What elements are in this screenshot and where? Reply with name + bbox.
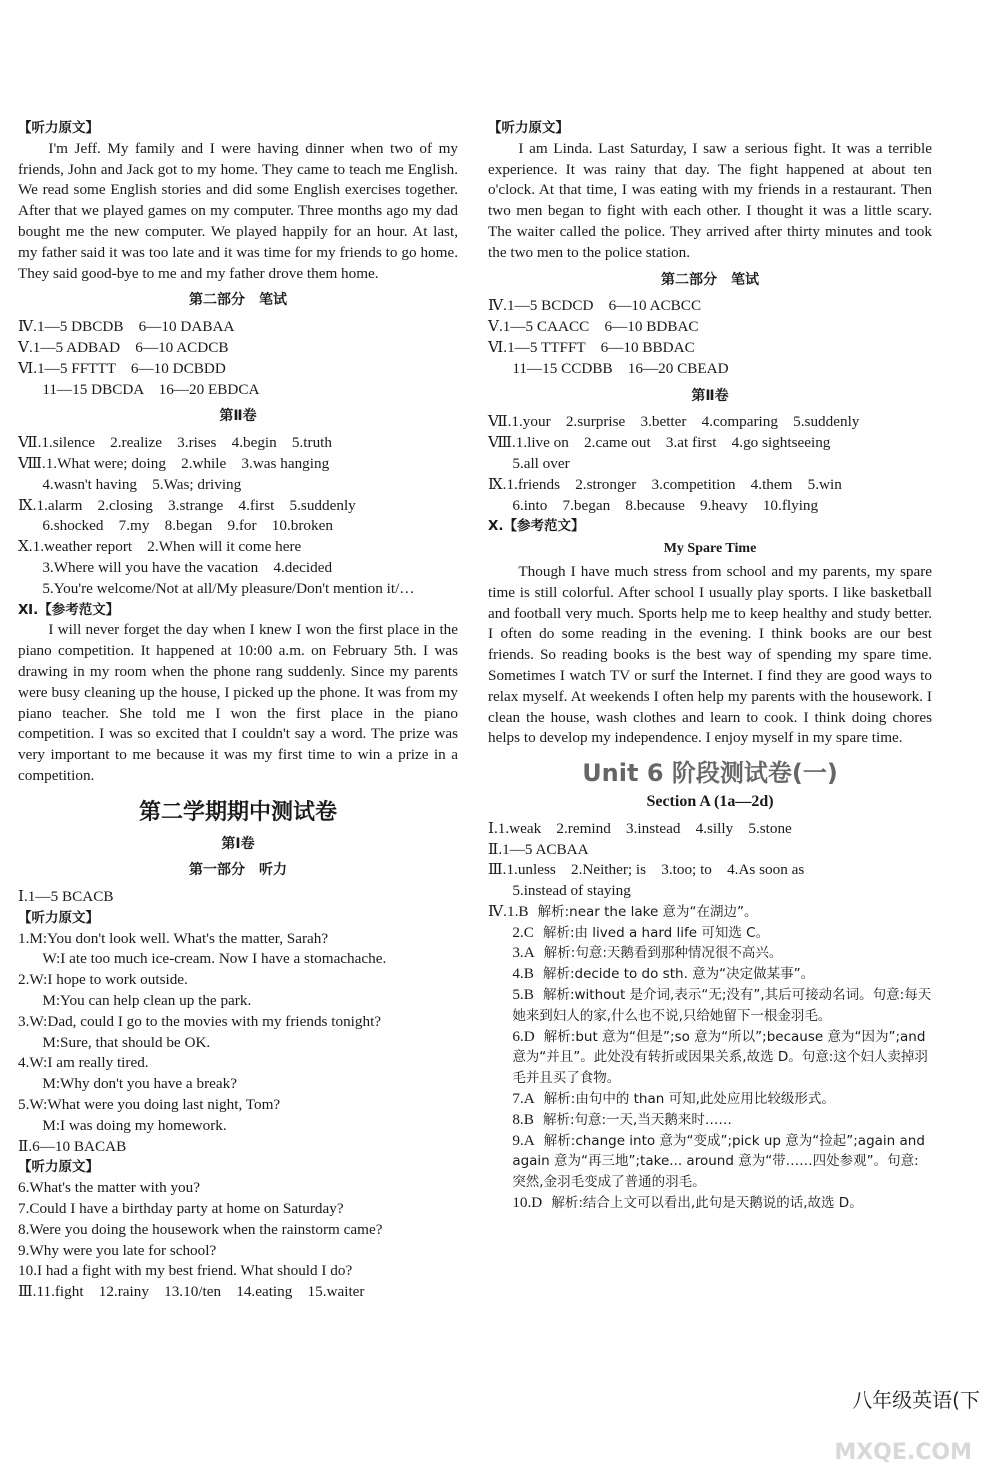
juan1-heading: 第Ⅰ卷: [221, 835, 255, 852]
analysis-text: 解析:由 lived a hard life 可知选 C。: [542, 924, 770, 941]
answer-ii: Ⅱ.1—5 ACBAA: [488, 840, 589, 858]
essay-title: My Spare Time: [663, 541, 757, 557]
analysis-text: 解析:句意:一天,当天鹅来时……: [542, 1111, 732, 1128]
answer-ix-2: 6.shocked 7.my 8.began 9.for 10.broken: [42, 517, 333, 535]
analysis-text: 解析:decide to do sth. 意为“决定做某事”。: [542, 966, 815, 983]
analysis-item: [488, 923, 932, 944]
analysis-number: 10.D: [512, 1194, 543, 1212]
page-footer-label: 八年级英语(下: [852, 1388, 980, 1412]
dialog-line: W:I ate too much ice-cream. Now I have a stomachache.: [42, 950, 387, 968]
answer-ii: Ⅱ.6—10 BACAB: [18, 1137, 127, 1155]
answer-vii: Ⅶ.1.your 2.surprise 3.better 4.comparing 5.suddenly: [488, 413, 860, 431]
essay-paragraph: Though I have much stress from school and my parents, my spare time is still colorful. After school I usually play sports. I like basketball and football very much. Sports help me to keep healthy and study better. I often do some reading in the evening. I think books are our best friends. So reading books is the best way of spending my spare time. Sometimes I watch TV or surf the Internet. I find they are good ways to relax myself. At weekends I often help my parents with the housework. I clean the house, wash clothes and learn to cook. I think doing chores helps to develop my independence. I enjoy myself in my spare time.: [488, 562, 932, 747]
answer-ix-2: 6.into 7.began 8.because 9.heavy 10.flying: [512, 496, 819, 514]
dialog-line: 3.W:Dad, could I go to the movies with my friends tonight?: [18, 1012, 382, 1030]
answer-vi-2: 11—15 DBCDA 16—20 EBDCA: [42, 380, 260, 398]
question-line: 8.Were you doing the housework when the rainstorm came?: [18, 1220, 383, 1238]
question-line: 6.What's the matter with you?: [18, 1179, 200, 1197]
answer-viii-2: 4.wasn't having 5.Was; driving: [42, 475, 242, 493]
midterm-title: 第二学期期中测试卷: [138, 799, 337, 825]
answer-x-3: 5.You're welcome/Not at all/My pleasure/Don't mention it/…: [42, 579, 415, 597]
right-column: [488, 118, 932, 1214]
analysis-item: [488, 1027, 932, 1089]
analysis-item: [488, 1089, 932, 1110]
juan2-heading: 第Ⅱ卷: [219, 408, 257, 425]
analysis-list: [488, 902, 932, 1214]
analysis-number: 4.B: [512, 965, 534, 983]
answer-iii: Ⅲ.11.fight 12.rainy 13.10/ten 14.eating 15.waiter: [18, 1283, 365, 1301]
juan2-heading: 第Ⅱ卷: [691, 387, 729, 404]
listening-tag: 【听力原文】: [488, 120, 569, 136]
analysis-text: 解析:near the lake 意为“在湖边”。: [537, 903, 758, 920]
answer-viii-1: Ⅷ.1.What were; doing 2.while 3.was hanging: [18, 454, 330, 472]
analysis-number: 5.B: [512, 986, 534, 1004]
dialog-line: 4.W:I am really tired.: [18, 1054, 149, 1072]
answer-vii: Ⅶ.1.silence 2.realize 3.rises 4.begin 5.truth: [18, 434, 332, 452]
analysis-text: 解析:without 是介词,表示“无;没有”,其后可接动名词。句意:每天她来到妇人的家,什么也不说,只给她留下一根金羽毛。: [512, 987, 932, 1024]
dialog-line: M:Sure, that should be OK.: [42, 1033, 211, 1051]
answer-x-tag: Ⅹ.【参考范文】: [488, 518, 585, 535]
part2-heading: 第二部分 笔试: [189, 292, 287, 309]
analysis-item: [488, 902, 932, 923]
dialog-line: M:Why don't you have a break?: [42, 1075, 237, 1093]
analysis-item: [488, 1193, 932, 1214]
question-line: 9.Why were you late for school?: [18, 1241, 217, 1259]
answer-iv: Ⅳ.1—5 DBCDB 6—10 DABAA: [18, 318, 235, 336]
answer-vi-2: 11—15 CCDBB 16—20 CBEAD: [512, 359, 729, 377]
analysis-number: Ⅳ.1.B: [488, 902, 529, 920]
analysis-number: 7.A: [512, 1090, 535, 1108]
listening-paragraph: I am Linda. Last Saturday, I saw a serious fight. It was a terrible experience. It was rainy that day. The fight happened at about ten o'clock. At that time, I was eating with my friends in a restaurant. Then two men began to fight with each other. I thought it was a little scary. The waiter called the police. They arrived after thirty minutes and took the two men to the police station.: [488, 139, 932, 261]
analysis-text: 解析:but 意为“但是”;so 意为“所以”;because 意为“因为”;and 意为“并且”。此处没有转折或因果关系,故选 D。句意:这个妇人卖掉羽毛并且买了食物。: [512, 1028, 930, 1087]
analysis-number: 3.A: [512, 944, 535, 962]
question-line: 7.Could I have a birthday party at home on Saturday?: [18, 1200, 344, 1218]
answer-viii-1: Ⅷ.1.live on 2.came out 3.at first 4.go sightseeing: [488, 434, 831, 452]
analysis-item: [488, 943, 932, 964]
dialog-line: 2.W:I hope to work outside.: [18, 971, 188, 989]
answer-xi-tag: Ⅺ.【参考范文】: [18, 601, 120, 618]
answer-i: Ⅰ.1.weak 2.remind 3.instead 4.silly 5.stone: [488, 819, 792, 837]
analysis-number: 6.D: [512, 1027, 535, 1045]
listening-tag: 【听力原文】: [18, 120, 99, 136]
answer-vi-1: Ⅵ.1—5 FFTTT 6—10 DCBDD: [18, 359, 226, 377]
answer-iii-1: Ⅲ.1.unless 2.Neither; is 3.too; to 4.As soon as: [488, 861, 805, 879]
answer-viii-2: 5.all over: [512, 454, 570, 472]
essay-paragraph: I will never forget the day when I knew I won the first place in the piano competition. It happened at 10:00 a.m. on February 5th. I was drawing in my room when the phone rang suddenly. Since my parents were busy cleaning up the house, I picked up the phone. It was from my piano teacher. She told me I won the first place in the piano competition. I was so excited that I couldn't say a word. The prize was very important to me because it was my first time to win a prize in a competition.: [18, 621, 458, 784]
dialog-line: M:You can help clean up the park.: [42, 992, 252, 1010]
analysis-text: 解析:change into 意为“变成”;pick up 意为“捡起”;again and again 意为“再三地”;take... around 意为“带……四处参观”。句意:突然,金羽毛变成了普通的羽毛。: [512, 1132, 930, 1191]
listening-tag: 【听力原文】: [18, 1159, 99, 1176]
answer-iv: Ⅳ.1—5 BCDCD 6—10 ACBCC: [488, 297, 702, 315]
answer-x-1: Ⅹ.1.weather report 2.When will it come here: [18, 538, 302, 556]
dialog-line: 1.M:You don't look well. What's the matter, Sarah?: [18, 929, 329, 947]
analysis-number: 9.A: [512, 1131, 535, 1149]
listening-tag: 【听力原文】: [18, 909, 99, 926]
section-title: Section A (1a—2d): [646, 792, 774, 810]
analysis-number: 8.B: [512, 1110, 534, 1128]
answer-vi-1: Ⅵ.1—5 TTFFT 6—10 BBDAC: [488, 338, 695, 356]
analysis-text: 解析:由句中的 than 可知,此处应用比较级形式。: [543, 1091, 835, 1108]
analysis-text: 解析:句意:天鹅看到那种情况很不高兴。: [543, 945, 783, 962]
unit-title: Unit 6 阶段测试卷(一): [582, 759, 838, 788]
answer-v: Ⅴ.1—5 ADBAD 6—10 ACDCB: [18, 338, 229, 356]
question-line: 10.I had a fight with my best friend. What should I do?: [18, 1262, 353, 1280]
part1-heading: 第一部分 听力: [189, 862, 287, 879]
answer-v: Ⅴ.1—5 CAACC 6—10 BDBAC: [488, 318, 699, 336]
analysis-item: [488, 1110, 932, 1131]
dialog-list: [18, 929, 458, 1137]
answer-ix-1: Ⅸ.1.friends 2.stronger 3.competition 4.them 5.win: [488, 475, 842, 493]
analysis-item: [488, 985, 932, 1027]
answer-x-2: 3.Where will you have the vacation 4.decided: [42, 558, 333, 576]
part2-heading: 第二部分 笔试: [661, 271, 759, 288]
answer-i: Ⅰ.1—5 BCACB: [18, 888, 114, 906]
analysis-item: [488, 964, 932, 985]
left-column: [18, 118, 458, 1303]
analysis-text: 解析:结合上文可以看出,此句是天鹅说的话,故选 D。: [551, 1195, 863, 1212]
analysis-number: 2.C: [512, 923, 534, 941]
listening-paragraph: I'm Jeff. My family and I were having dinner when two of my friends, John and Jack got to my home. They came to teach me English. We read some English stories and did some English exercises together. After that we played games on my computer. Three months ago my dad bought me the new computer. We played happily for an hour. At last, my father said it was too late and it was time for my friends to go home. They said good-bye to me and my father drove them home.: [18, 139, 458, 282]
watermark-url: MXQE.COM: [834, 1440, 972, 1465]
answer-ix-1: Ⅸ.1.alarm 2.closing 3.strange 4.first 5.suddenly: [18, 496, 356, 514]
question-list: [18, 1178, 458, 1282]
analysis-item: [488, 1131, 932, 1193]
dialog-line: M:I was doing my homework.: [42, 1116, 227, 1134]
answer-iii-2: 5.instead of staying: [512, 882, 631, 900]
dialog-line: 5.W:What were you doing last night, Tom?: [18, 1096, 281, 1114]
